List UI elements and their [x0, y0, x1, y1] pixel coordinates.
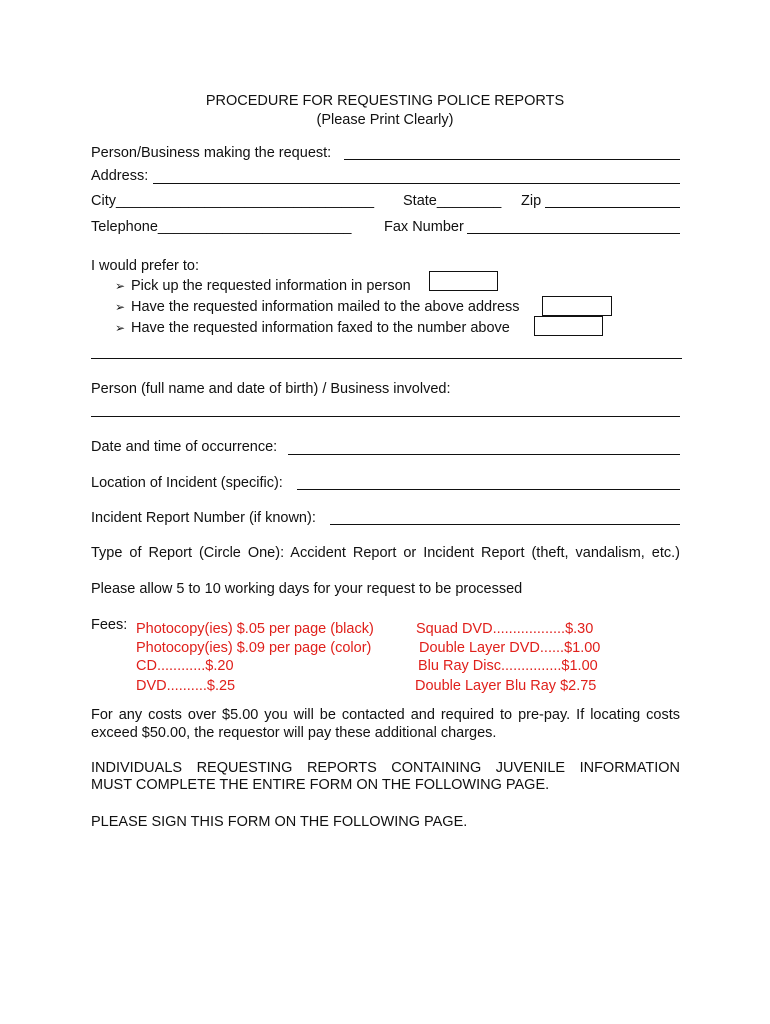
fee-dvd: DVD..........$.25 — [136, 678, 236, 694]
mail-checkbox[interactable] — [542, 296, 612, 316]
city-field[interactable]: City________________________________ — [91, 193, 375, 209]
report-type-line: Type of Report (Circle One): Accident Report or Incident Report (theft, vandalism, etc.) — [91, 545, 680, 561]
prepay-note-line2: exceed $50.00, the requestor will pay these additional charges. — [91, 725, 497, 741]
address-field[interactable] — [153, 183, 680, 184]
fee-double-layer-blu-ray: Double Layer Blu Ray $2.75 — [415, 678, 597, 694]
arrow-bullet-icon: ➢ — [115, 300, 126, 314]
fax-label: Fax Number — [384, 219, 464, 235]
report-number-field[interactable] — [330, 524, 680, 525]
fee-photocopy-color: Photocopy(ies) $.09 per page (color) — [136, 640, 372, 656]
telephone-field[interactable]: Telephone________________________ — [91, 219, 352, 235]
person-involved-field[interactable] — [91, 416, 680, 417]
fee-double-layer-dvd: Double Layer DVD......$1.00 — [419, 640, 601, 656]
address-label: Address: — [91, 168, 149, 184]
page-title: PROCEDURE FOR REQUESTING POLICE REPORTS — [205, 93, 565, 109]
juvenile-note-line1: INDIVIDUALS REQUESTING REPORTS CONTAINING JUVENILE INFORMATION — [91, 760, 680, 776]
processing-note: Please allow 5 to 10 working days for your request to be processed — [91, 581, 523, 597]
sign-instruction: PLEASE SIGN THIS FORM ON THE FOLLOWING PAGE. — [91, 814, 468, 830]
fax-field[interactable] — [467, 233, 680, 234]
fee-squad-dvd: Squad DVD..................$.30 — [416, 621, 594, 637]
fee-blu-ray: Blu Ray Disc...............$1.00 — [418, 658, 598, 674]
preference-option-pickup — [115, 278, 411, 294]
zip-field[interactable] — [545, 207, 680, 208]
preference-option-label: Have the requested information faxed to the number above — [131, 320, 510, 336]
location-label: Location of Incident (specific): — [91, 475, 283, 491]
preference-heading: I would prefer to: — [91, 258, 199, 274]
zip-label: Zip — [521, 193, 542, 209]
page-subtitle: (Please Print Clearly) — [316, 112, 454, 128]
arrow-bullet-icon: ➢ — [115, 321, 126, 335]
preference-option-fax — [115, 320, 510, 336]
arrow-bullet-icon: ➢ — [115, 279, 126, 293]
fee-cd: CD............$.20 — [136, 658, 234, 674]
preference-option-label: Pick up the requested information in person — [131, 278, 411, 294]
juvenile-note-line2: MUST COMPLETE THE ENTIRE FORM ON THE FOLLOWING PAGE. — [91, 777, 550, 793]
section-divider — [91, 358, 682, 359]
person-involved-label: Person (full name and date of birth) / Business involved: — [91, 381, 451, 397]
prepay-note-line1: For any costs over $5.00 you will be contacted and required to pre-pay. If locating costs — [91, 707, 680, 723]
fees-label: Fees: — [91, 617, 128, 633]
preference-option-label: Have the requested information mailed to the above address — [131, 299, 520, 315]
date-time-label: Date and time of occurrence: — [91, 439, 278, 455]
person-business-field[interactable] — [344, 159, 680, 160]
report-number-label: Incident Report Number (if known): — [91, 510, 316, 526]
pickup-checkbox[interactable] — [429, 271, 498, 291]
fax-checkbox[interactable] — [534, 316, 603, 336]
person-business-label: Person/Business making the request: — [91, 145, 332, 161]
date-time-field[interactable] — [288, 454, 680, 455]
fee-photocopy-black: Photocopy(ies) $.05 per page (black) — [136, 621, 374, 637]
state-field[interactable]: State________ — [403, 193, 502, 209]
location-field[interactable] — [297, 489, 680, 490]
preference-option-mail — [115, 299, 520, 315]
